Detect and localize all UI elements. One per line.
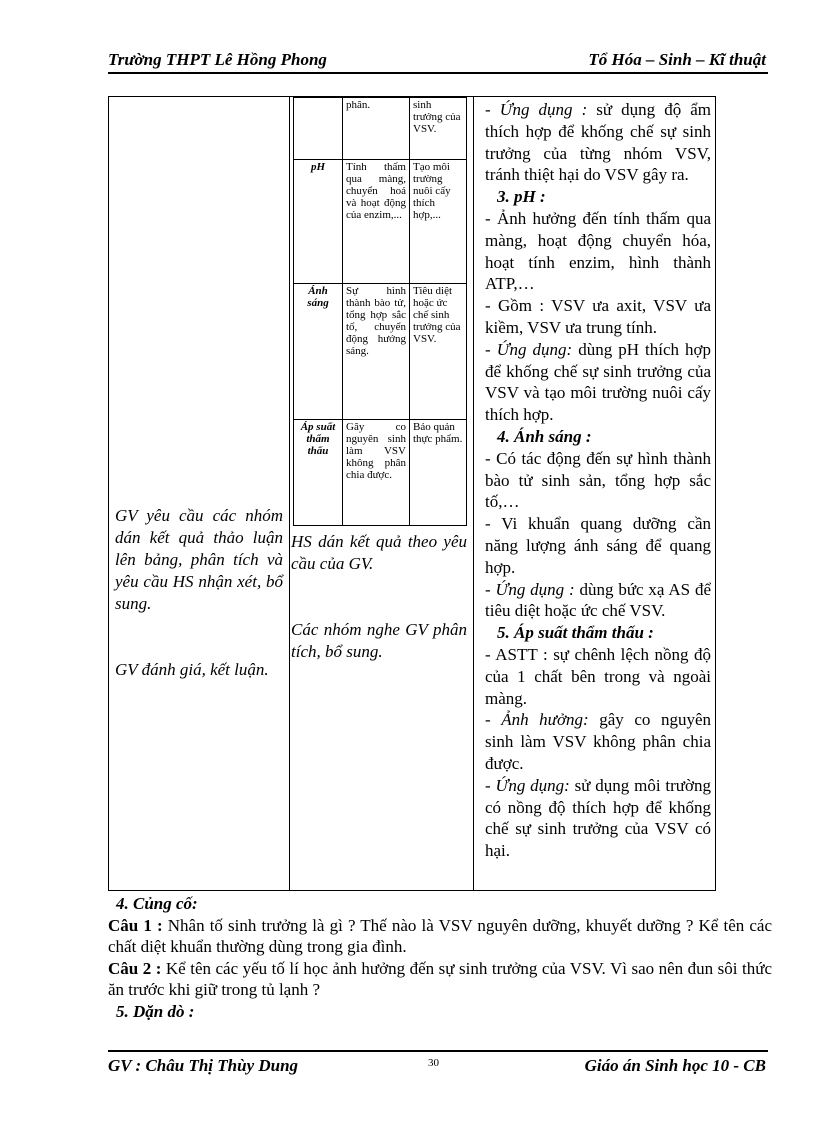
light-heading: 4. Ánh sáng : [497, 426, 592, 446]
humidity-app-text: sử dụng độ ẩm thích hợp để khống chế sự sinh trưởng của từng nhóm VSV, tránh thiệt hại do VSV gây ra. [485, 100, 711, 185]
student-activity-column [291, 531, 467, 663]
ph-groups: - Gồm : VSV ưa axit, VSV ưa kiềm, VSV ưa trung tính. [485, 296, 711, 337]
ph-heading: 3. pH : [497, 187, 546, 207]
table-row [294, 284, 467, 420]
content-column [481, 99, 711, 862]
application-cell: Tiêu diệt hoặc ức chế sinh trưởng của VSV. [410, 284, 467, 420]
footer-subject: Giáo án Sinh học 10 - CB [584, 1056, 766, 1075]
question-1 [108, 915, 772, 958]
application-cell: Tạo môi trường nuôi cấy thích hợp,... [410, 160, 467, 284]
application-cell: sinh trưởng của VSV. [410, 98, 467, 160]
light-application: - Ứng dụng : dùng bức xạ AS để tiêu diệt hoặc ức chế VSV. [485, 579, 711, 621]
osmotic-effect-label: Ảnh hưởng: [501, 710, 589, 730]
osmotic-definition: - ASTT : sự chênh lệch nồng độ của 1 chất bên trong và ngoài màng. [485, 644, 711, 708]
question-2-text: Kể tên các yếu tố lí học ảnh hưởng đến sự sinh trưởng của VSV. Vì sao nên đun sôi thức ăn trước khi giữ trong tủ lạnh ? [108, 958, 773, 999]
osmotic-heading: 5. Áp suất thẩm thấu : [497, 623, 654, 643]
student-activity-1: HS dán kết quả theo yêu cầu của GV. [291, 532, 467, 573]
factor-summary-table [293, 97, 467, 526]
effect-cell: phân. [343, 98, 410, 160]
osmotic-app-label: Ứng dụng: [495, 775, 570, 795]
page-number: 30 [428, 1057, 439, 1069]
lesson-table [108, 96, 716, 891]
teacher-activity-2: GV đánh giá, kết luận. [115, 660, 269, 679]
student-activity-2: Các nhóm nghe GV phân tích, bổ sung. [291, 620, 467, 661]
header-school: Trường THPT Lê Hồng Phong [108, 50, 327, 69]
table-row [294, 160, 467, 284]
consolidation-section [108, 893, 772, 1022]
question-2-label: Câu 2 : [108, 958, 162, 978]
footer-teacher: GV : Châu Thị Thùy Dung [108, 1056, 299, 1075]
header-department: Tổ Hóa – Sinh – Kĩ thuật [588, 50, 766, 69]
osmotic-effect-text: gây co nguyên sinh làm VSV không phân chia được. [485, 710, 712, 773]
factor-cell: Ánh sáng [294, 284, 343, 420]
humidity-application: - Ứng dụng : sử dụng độ ẩm thích hợp để khống chế sự sinh trưởng của từng nhóm VSV, tránh thiệt hại do VSV gây ra. [485, 100, 711, 185]
homework-heading: 5. Dặn dò : [116, 1001, 195, 1021]
light-bacteria: - Vi khuẩn quang dưỡng cần năng lượng ánh sáng để quang hợp. [485, 514, 711, 577]
effect-cell: Sự hình thành bào tử, tổng hợp sắc tố, chuyển động hướng sáng. [343, 284, 410, 420]
teacher-activity-1: GV yêu cầu các nhóm dán kết quả thảo luận lên bảng, phân tích và yêu cầu HS nhận xét, bổ sung. [115, 506, 283, 613]
factor-cell: Áp suất thẩm thấu [294, 420, 343, 526]
light-effect: - Có tác động đến sự hình thành bào tử sinh sản, tổng hợp sắc tố,… [485, 448, 711, 512]
ph-application: - Ứng dụng: dùng pH thích hợp để khống chế sự sinh trưởng của VSV và tạo môi trường nuôi cấy thích hợp. [485, 339, 712, 425]
table-row [294, 420, 467, 526]
effect-cell: Tính thấm qua màng, chuyển hoá và hoạt động của enzim,... [343, 160, 410, 284]
humidity-app-label: Ứng dụng : [499, 100, 588, 119]
header-rule [108, 72, 768, 74]
factor-cell: pH [294, 160, 343, 284]
column-divider-2 [473, 97, 474, 890]
osmotic-application: - Ứng dụng: sử dụng môi trường có nồng độ thích hợp để khống chế sự sinh trưởng của VSV có hại. [485, 775, 711, 861]
application-cell: Bảo quản thực phẩm. [410, 420, 467, 526]
footer-rule [108, 1050, 768, 1052]
question-1-label: Câu 1 : [108, 915, 163, 935]
ph-app-text: dùng pH thích hợp để khống chế sự sinh trưởng của VSV và tạo môi trường nuôi cấy thích hợp. [485, 339, 712, 425]
osmotic-app-text: sử dụng môi trường có nồng độ thích hợp để khống chế sự sinh trưởng của VSV có hại. [485, 775, 711, 861]
question-1-text: Nhân tố sinh trưởng là gì ? Thế nào là VSV nguyên dưỡng, khuyết dưỡng ? Kể tên các chất diệt khuẩn thường dùng trong gia đình. [108, 915, 772, 956]
table-row [294, 98, 467, 160]
column-divider-1 [289, 97, 290, 890]
ph-app-label: Ứng dụng: [496, 339, 573, 359]
effect-cell: Gây co nguyên sinh làm VSV không phân chia được. [343, 420, 410, 526]
ph-effect: - Ảnh hưởng đến tính thấm qua màng, hoạt động chuyển hóa, hoạt tính enzim, hình thành ATP,… [485, 208, 711, 294]
factor-cell [294, 98, 343, 160]
question-2 [108, 958, 772, 1001]
light-app-label: Ứng dụng : [495, 579, 575, 599]
consolidation-heading: 4. Củng cố: [116, 894, 198, 913]
teacher-activity-column [115, 505, 283, 681]
osmotic-effect: - Ảnh hưởng: gây co nguyên sinh làm VSV không phân chia được. [485, 710, 712, 773]
light-app-text: dùng bức xạ AS để tiêu diệt hoặc ức chế VSV. [485, 579, 711, 621]
